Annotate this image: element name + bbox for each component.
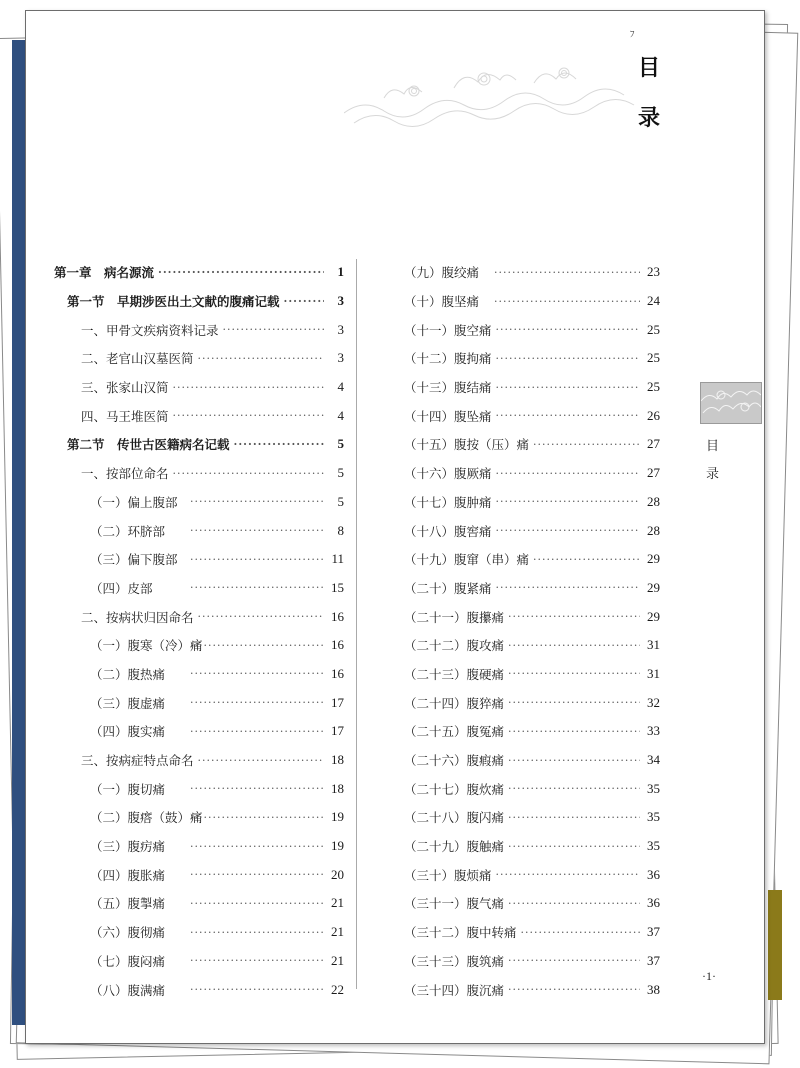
toc-entry-label: （六）腹彻痛 <box>90 925 166 941</box>
leader-dots <box>190 926 324 939</box>
toc-entry[interactable] <box>404 803 660 832</box>
leader-dots <box>496 581 640 594</box>
toc-page-number: 35 <box>647 809 660 825</box>
toc-entry-label: 二、按病状归因命名 <box>81 609 194 625</box>
leader-dots <box>190 782 324 795</box>
page-title-char-2: 录 <box>638 106 661 131</box>
toc-entry-label: （二十六）腹瘕痛 <box>404 753 505 769</box>
toc-entry-label: （九）腹绞痛 <box>404 265 480 281</box>
toc-entry-label: （十七）腹肿痛 <box>404 494 492 510</box>
toc-entry[interactable] <box>54 258 344 287</box>
toc-page-number: 18 <box>331 752 344 768</box>
toc-page-number: 34 <box>647 752 660 768</box>
toc-entry[interactable] <box>54 975 344 1004</box>
toc-entry[interactable] <box>54 287 344 316</box>
toc-page-number: 8 <box>337 522 344 538</box>
toc-entry[interactable] <box>404 832 660 861</box>
toc-entry-label: （二十三）腹硬痛 <box>404 666 505 682</box>
toc-entry-label: （二十七）腹炊痛 <box>404 781 505 797</box>
toc-page-number: 37 <box>647 952 660 968</box>
toc-entry[interactable] <box>404 516 660 545</box>
leader-dots <box>190 495 324 508</box>
toc-entry[interactable] <box>404 746 660 775</box>
toc-page-number: 21 <box>331 952 344 968</box>
toc-entry-label: （四）腹实痛 <box>90 724 166 740</box>
toc-entry-label: （一）偏上腹部 <box>90 494 178 510</box>
leader-dots <box>190 811 324 824</box>
toc-entry[interactable] <box>404 430 660 459</box>
toc-entry-label: （十一）腹空痛 <box>404 322 492 338</box>
toc-entry[interactable] <box>54 746 344 775</box>
toc-entry[interactable] <box>54 717 344 746</box>
toc-entry[interactable] <box>54 660 344 689</box>
toc-page-number: 21 <box>331 895 344 911</box>
leader-dots <box>223 323 324 336</box>
toc-page-number: 26 <box>647 407 660 423</box>
toc-entry[interactable] <box>404 545 660 574</box>
toc-entry-label: （二十二）腹攻痛 <box>404 638 505 654</box>
cloud-pattern-icon <box>701 383 761 423</box>
leader-dots <box>173 409 324 422</box>
toc-entry[interactable] <box>404 889 660 918</box>
toc-page-number: 19 <box>331 809 344 825</box>
toc-page-number: 16 <box>331 665 344 681</box>
page-number: ·1· <box>702 969 716 983</box>
toc-entry[interactable] <box>54 488 344 517</box>
toc-entry-label: （二十八）腹闪痛 <box>404 810 505 826</box>
toc-entry[interactable] <box>404 947 660 976</box>
toc-entry-label: 二、老官山汉墓医简 <box>81 351 194 367</box>
toc-entry[interactable] <box>54 315 344 344</box>
toc-entry[interactable] <box>54 803 344 832</box>
toc-entry[interactable] <box>404 774 660 803</box>
leader-dots <box>508 954 640 967</box>
toc-page-number: 38 <box>647 981 660 997</box>
back-sheet-spine <box>12 40 26 1025</box>
toc-entry-label: （一）腹寒（冷）痛 <box>90 638 203 654</box>
toc-page-number: 29 <box>647 608 660 624</box>
leader-dots <box>190 983 324 996</box>
leader-dots <box>284 295 324 308</box>
toc-page-number: 36 <box>647 895 660 911</box>
toc-page-number: 3 <box>337 293 344 309</box>
leader-dots <box>508 610 640 623</box>
leader-dots <box>508 754 640 767</box>
toc-entry-label: 三、张家山汉简 <box>81 380 169 396</box>
toc-entry[interactable] <box>54 860 344 889</box>
toc-page-number: 5 <box>337 465 344 481</box>
toc-entry-label: （二）腹瘩（鼓）痛 <box>90 810 203 826</box>
leader-dots <box>508 667 640 680</box>
leader-dots <box>508 639 640 652</box>
corner-mark: ﾌ <box>630 30 635 40</box>
toc-page-number: 32 <box>647 694 660 710</box>
toc-entry[interactable] <box>54 832 344 861</box>
toc-page-number: 24 <box>647 293 660 309</box>
toc-entry[interactable] <box>54 459 344 488</box>
toc-page-number: 29 <box>647 579 660 595</box>
toc-entry-label: （四）腹胀痛 <box>90 867 166 883</box>
toc-page-number: 3 <box>337 350 344 366</box>
toc-page-number: 5 <box>337 436 344 452</box>
thumb-tab-ornament <box>700 382 762 424</box>
toc-entry-label: （十六）腹厥痛 <box>404 466 492 482</box>
toc-page-number: 28 <box>647 522 660 538</box>
leader-dots <box>533 553 640 566</box>
toc-entry-label: （三十一）腹气痛 <box>404 896 505 912</box>
document-page <box>25 10 765 1044</box>
toc-entry-label: （二十一）腹攥痛 <box>404 609 505 625</box>
toc-entry-label: 三、按病症特点命名 <box>81 753 194 769</box>
toc-entry[interactable] <box>54 516 344 545</box>
toc-entry[interactable] <box>54 430 344 459</box>
toc-entry-label: 四、马王堆医简 <box>81 408 169 424</box>
toc-page-number: 5 <box>337 493 344 509</box>
toc-entry-label: （二）腹热痛 <box>90 666 166 682</box>
toc-page-number: 33 <box>647 723 660 739</box>
toc-page-number: 16 <box>331 608 344 624</box>
toc-entry[interactable] <box>404 258 660 287</box>
leader-dots <box>508 811 640 824</box>
toc-entry-label: 第一节 早期涉医出土文献的腹痛记载 <box>67 294 280 310</box>
toc-entry-label: （二十）腹紧痛 <box>404 580 492 596</box>
toc-entry-label: （一）腹切痛 <box>90 781 166 797</box>
toc-entry-label: （四）皮部 <box>90 580 153 596</box>
toc-page-number: 4 <box>337 379 344 395</box>
toc-entry[interactable] <box>404 574 660 603</box>
toc-entry-label: （三十）腹烦痛 <box>404 867 492 883</box>
leader-dots <box>198 754 324 767</box>
leader-dots <box>508 696 640 709</box>
toc-left-column <box>54 258 344 1004</box>
toc-page-number: 25 <box>647 379 660 395</box>
toc-page-number: 36 <box>647 866 660 882</box>
toc-entry[interactable] <box>404 602 660 631</box>
toc-entry-label: （二十四）腹猝痛 <box>404 695 505 711</box>
toc-entry-label: （十）腹坚痛 <box>404 294 480 310</box>
toc-page-number: 23 <box>647 264 660 280</box>
leader-dots <box>173 467 324 480</box>
toc-entry-label: （十五）腹按（压）痛 <box>404 437 530 453</box>
leader-dots <box>496 352 640 365</box>
back-sheet-edge <box>768 890 782 1000</box>
leader-dots <box>190 840 324 853</box>
toc-page-number: 1 <box>337 264 344 280</box>
toc-entry-label: （三）腹疠痛 <box>90 839 166 855</box>
toc-page-number: 35 <box>647 780 660 796</box>
leader-dots <box>198 610 324 623</box>
side-tab-char-1: 目 <box>706 439 720 454</box>
toc-entry-label: （八）腹满痛 <box>90 982 166 998</box>
toc-entry[interactable] <box>54 401 344 430</box>
toc-entry-label: 一、甲骨文疾病资料记录 <box>81 322 219 338</box>
leader-dots <box>190 553 324 566</box>
toc-page-number: 16 <box>331 637 344 653</box>
leader-dots <box>190 725 324 738</box>
leader-dots <box>190 696 324 709</box>
toc-entry[interactable] <box>404 315 660 344</box>
toc-page-number: 27 <box>647 465 660 481</box>
toc-page-number: 25 <box>647 321 660 337</box>
toc-page-number: 35 <box>647 838 660 854</box>
toc-entry[interactable] <box>404 459 660 488</box>
toc-entry-label: 第一章 病名源流 <box>54 265 155 281</box>
toc-page-number: 17 <box>331 723 344 739</box>
toc-entry-label: （七）腹闷痛 <box>90 953 166 969</box>
toc-entry-label: （二十五）腹冤痛 <box>404 724 505 740</box>
toc-entry-label: 第二节 传世古医籍病名记载 <box>67 437 230 453</box>
leader-dots <box>496 524 640 537</box>
toc-entry[interactable] <box>404 975 660 1004</box>
toc-entry[interactable] <box>54 947 344 976</box>
leader-dots <box>190 954 324 967</box>
leader-dots <box>496 323 640 336</box>
toc-entry[interactable] <box>404 660 660 689</box>
leader-dots <box>496 495 640 508</box>
toc-entry[interactable] <box>404 717 660 746</box>
leader-dots <box>496 381 640 394</box>
toc-entry-label: （三）偏下腹部 <box>90 552 178 568</box>
leader-dots <box>508 782 640 795</box>
leader-dots <box>508 725 640 738</box>
toc-entry-label: 一、按部位命名 <box>81 466 169 482</box>
leader-dots <box>494 295 640 308</box>
toc-entry[interactable] <box>404 488 660 517</box>
toc-page-number: 17 <box>331 694 344 710</box>
leader-dots <box>190 524 324 537</box>
toc-entry[interactable] <box>404 860 660 889</box>
toc-entry[interactable] <box>54 373 344 402</box>
toc-entry-label: （二十九）腹触痛 <box>404 839 505 855</box>
toc-page-number: 19 <box>331 838 344 854</box>
toc-entry-label: （三十二）腹中转痛 <box>404 925 517 941</box>
toc-entry[interactable] <box>54 574 344 603</box>
toc-page-number: 31 <box>647 665 660 681</box>
toc-entry-label: （三）腹虚痛 <box>90 695 166 711</box>
leader-dots <box>190 581 324 594</box>
leader-dots <box>533 438 640 451</box>
toc-entry[interactable] <box>404 918 660 947</box>
toc-page-number: 28 <box>647 493 660 509</box>
toc-entry[interactable] <box>54 344 344 373</box>
toc-entry-label: （十九）腹窜（串）痛 <box>404 552 530 568</box>
leader-dots <box>198 352 324 365</box>
toc-entry[interactable] <box>54 774 344 803</box>
leader-dots <box>173 381 324 394</box>
toc-page-number: 18 <box>331 780 344 796</box>
toc-entry[interactable] <box>404 373 660 402</box>
leader-dots <box>508 983 640 996</box>
toc-page-number: 11 <box>331 551 344 567</box>
toc-entry-label: （五）腹掣痛 <box>90 896 166 912</box>
leader-dots <box>190 639 324 652</box>
toc-entry[interactable] <box>404 344 660 373</box>
toc-entry[interactable] <box>54 688 344 717</box>
toc-entry[interactable] <box>54 602 344 631</box>
toc-page-number: 31 <box>647 637 660 653</box>
toc-page-number: 21 <box>331 924 344 940</box>
toc-entry-label: （十八）腹窖痛 <box>404 523 492 539</box>
toc-entry[interactable] <box>404 401 660 430</box>
toc-entry[interactable] <box>54 889 344 918</box>
toc-entry[interactable] <box>404 631 660 660</box>
toc-right-column <box>404 258 660 1004</box>
toc-entry[interactable] <box>54 545 344 574</box>
toc-entry[interactable] <box>54 631 344 660</box>
toc-entry[interactable] <box>54 918 344 947</box>
leader-dots <box>190 897 324 910</box>
leader-dots <box>234 438 324 451</box>
side-tab-char-2: 录 <box>706 467 720 482</box>
page-title-char-1: 目 <box>638 56 661 81</box>
leader-dots <box>190 667 324 680</box>
toc-page-number: 22 <box>331 981 344 997</box>
leader-dots <box>496 868 640 881</box>
leader-dots <box>521 926 640 939</box>
toc-entry-label: （二）环脐部 <box>90 523 166 539</box>
leader-dots <box>496 467 640 480</box>
toc-entry-label: （三十三）腹筑痛 <box>404 953 505 969</box>
toc-entry-label: （三十四）腹沉痛 <box>404 982 505 998</box>
leader-dots <box>494 266 640 279</box>
toc-page-number: 37 <box>647 924 660 940</box>
leader-dots <box>508 897 640 910</box>
toc-page-number: 4 <box>337 407 344 423</box>
leader-dots <box>496 409 640 422</box>
toc-page-number: 27 <box>647 436 660 452</box>
cloud-wave-ornament <box>344 43 644 133</box>
toc-entry-label: （十四）腹坠痛 <box>404 408 492 424</box>
toc-page-number: 29 <box>647 551 660 567</box>
leader-dots <box>190 868 324 881</box>
leader-dots <box>158 266 324 279</box>
toc-entry[interactable] <box>404 287 660 316</box>
toc-page-number: 3 <box>337 321 344 337</box>
toc-entry-label: （十三）腹结痛 <box>404 380 492 396</box>
leader-dots <box>508 840 640 853</box>
toc-page-number: 25 <box>647 350 660 366</box>
toc-page-number: 15 <box>331 579 344 595</box>
toc-page-number: 20 <box>331 866 344 882</box>
column-divider <box>356 259 357 989</box>
toc-entry[interactable] <box>404 688 660 717</box>
toc-entry-label: （十二）腹拘痛 <box>404 351 492 367</box>
